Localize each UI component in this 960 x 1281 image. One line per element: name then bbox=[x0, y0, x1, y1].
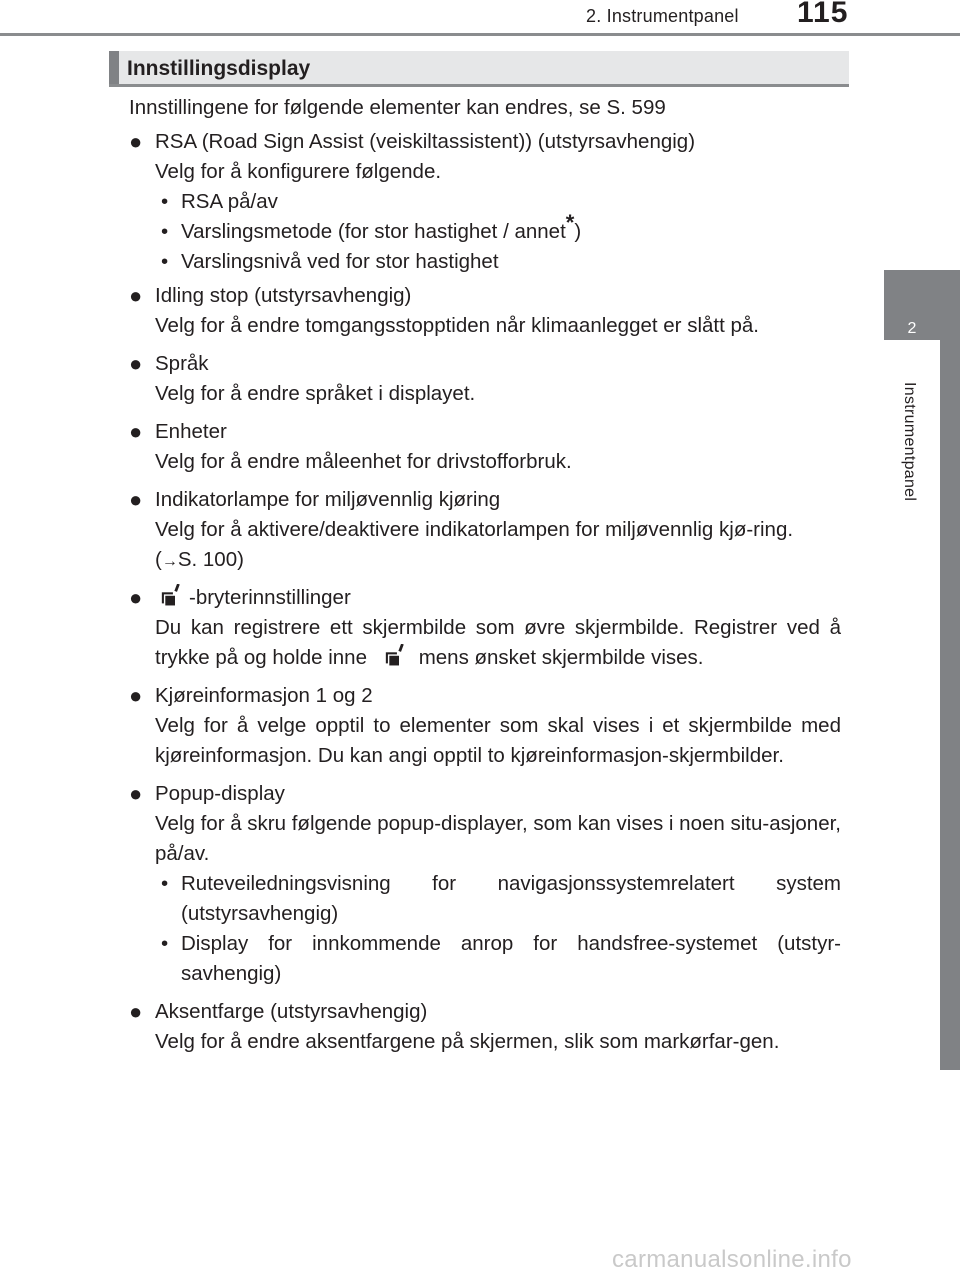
section-heading-bar bbox=[109, 51, 119, 84]
sub-item bbox=[129, 929, 841, 989]
list-item-accent-color bbox=[129, 997, 841, 1027]
item-description: Velg for å endre aksentfargene på skjermen, slik som markørfar-gen. bbox=[155, 1030, 780, 1053]
list-item-switch-settings bbox=[129, 583, 841, 613]
item-title: RSA (Road Sign Assist (veiskiltassistent)) (utstyrsavhengig) bbox=[155, 130, 696, 153]
section-heading bbox=[109, 51, 849, 87]
list-item-popup-display bbox=[129, 779, 841, 809]
chapter-tab-number: 2 bbox=[907, 320, 917, 337]
sub-item bbox=[129, 869, 841, 929]
item-title: Indikatorlampe for miljøvennlig kjøring bbox=[155, 488, 501, 511]
bullet: ● bbox=[129, 585, 143, 610]
sub-bullet: • bbox=[161, 190, 169, 213]
chapter-tab-strip bbox=[940, 270, 960, 1070]
list-item-rsa bbox=[129, 127, 841, 157]
item-title: Kjøreinformasjon 1 og 2 bbox=[155, 684, 373, 707]
sub-bullet: • bbox=[161, 220, 169, 243]
sub-item-text: Varslingsnivå ved for stor hastighet bbox=[181, 250, 499, 273]
display-switch-icon bbox=[159, 584, 185, 608]
bullet: ● bbox=[129, 283, 143, 308]
item-description: Velg for å velge opptil to elementer som skal vises i et skjermbilde med kjøreinformasjon. Du kan angi opptil to kjøreinformasjon-skjermbilder. bbox=[155, 714, 841, 767]
list-item-drive-info bbox=[129, 681, 841, 711]
list-item-language bbox=[129, 349, 841, 379]
display-switch-icon bbox=[383, 644, 409, 668]
ref-arrow: → bbox=[161, 553, 178, 570]
header-rule bbox=[0, 33, 960, 36]
bullet: ● bbox=[129, 999, 143, 1024]
item-description: Velg for å aktivere/deaktivere indikatorlampen for miljøvennlig kjø-ring. bbox=[155, 518, 794, 541]
item-title: Idling stop (utstyrsavhengig) bbox=[155, 284, 412, 307]
item-title: Popup-display bbox=[155, 782, 285, 805]
item-description: Velg for å skru følgende popup-displayer, som kan vises i noen situ-asjoner, på/av. bbox=[155, 812, 841, 865]
item-description: Velg for å konfigurere følgende. bbox=[155, 160, 442, 183]
sub-item bbox=[129, 247, 841, 277]
ref-text: S. 100 bbox=[177, 548, 238, 571]
sub-item-text: RSA på/av bbox=[181, 190, 278, 213]
sub-item-text: Ruteveiledningsvisning for navigasjonssystemrelatert system (utstyrsavhengig) bbox=[181, 872, 841, 925]
item-description-part1: Du kan registrere ett skjermbilde som øvre skjermbilde. Registrer ved å trykke på og holde inne bbox=[155, 616, 841, 669]
sub-bullet: • bbox=[161, 932, 169, 955]
bullet: ● bbox=[129, 419, 143, 444]
sub-item bbox=[129, 210, 841, 247]
footnote-star: * bbox=[565, 210, 575, 236]
list-item-eco-indicator bbox=[129, 485, 841, 515]
bullet: ● bbox=[129, 351, 143, 376]
sub-item-text-end: ) bbox=[574, 220, 582, 243]
section-title: Innstillingsdisplay bbox=[127, 57, 311, 80]
item-description bbox=[129, 613, 841, 673]
item-description: Velg for å endre måleenhet for drivstofforbruk. bbox=[155, 450, 572, 473]
sub-item bbox=[129, 187, 841, 217]
bullet: ● bbox=[129, 487, 143, 512]
watermark: carmanualsonline.info bbox=[612, 1246, 852, 1273]
bullet: ● bbox=[129, 129, 143, 154]
page-content bbox=[129, 93, 841, 1057]
item-title: Språk bbox=[155, 352, 209, 375]
page-reference: (→S. 100) bbox=[155, 548, 244, 571]
sub-bullet: • bbox=[161, 250, 169, 273]
item-description: Velg for å endre tomgangsstopptiden når klimaanlegget er slått på. bbox=[155, 314, 759, 337]
list-item-idling-stop bbox=[129, 281, 841, 311]
bullet: ● bbox=[129, 781, 143, 806]
chapter-title: 2. Instrumentpanel bbox=[586, 6, 739, 26]
item-description: Velg for å endre språket i displayet. bbox=[155, 382, 476, 405]
list-item-units bbox=[129, 417, 841, 447]
item-description-part2: mens ønsket skjermbilde vises. bbox=[418, 646, 704, 669]
sub-bullet: • bbox=[161, 872, 169, 895]
sub-item-text: Varslingsmetode (for stor hastighet / annet bbox=[181, 220, 566, 243]
item-title: Enheter bbox=[155, 420, 227, 443]
chapter-tab-label: Instrumentpanel bbox=[901, 382, 918, 502]
bullet: ● bbox=[129, 683, 143, 708]
item-title: -bryterinnstillinger bbox=[189, 586, 351, 609]
item-title: Aksentfarge (utstyrsavhengig) bbox=[155, 1000, 428, 1023]
intro-text: Innstillingene for følgende elementer kan endres, se S. 599 bbox=[129, 96, 666, 119]
sub-item-text: Display for innkommende anrop for handsfree-systemet (utstyr-savhengig) bbox=[181, 932, 841, 985]
page-number: 115 bbox=[797, 0, 849, 29]
